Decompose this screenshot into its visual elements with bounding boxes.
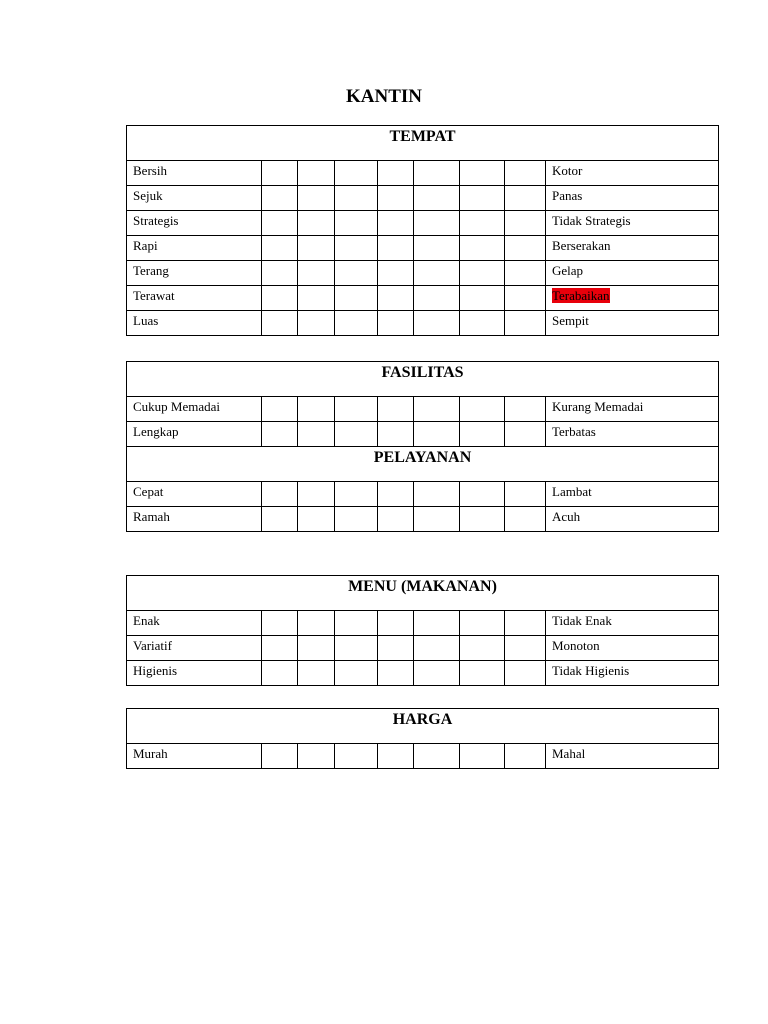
rating-box[interactable] xyxy=(335,236,378,261)
table-row xyxy=(127,636,719,661)
rating-box[interactable] xyxy=(460,161,505,186)
rating-box[interactable] xyxy=(335,311,378,336)
rating-box[interactable] xyxy=(262,286,298,311)
rating-box[interactable] xyxy=(262,261,298,286)
rating-box[interactable] xyxy=(414,286,460,311)
rating-box[interactable] xyxy=(460,397,505,422)
rating-box[interactable] xyxy=(335,661,378,686)
left-label: Ramah xyxy=(127,507,262,532)
rating-box[interactable] xyxy=(378,611,414,636)
section-header-row xyxy=(127,362,719,397)
rating-box[interactable] xyxy=(414,311,460,336)
rating-box[interactable] xyxy=(335,397,378,422)
right-label: Sempit xyxy=(552,313,589,328)
right-label: Berserakan xyxy=(552,238,611,253)
rating-box[interactable] xyxy=(262,611,298,636)
rating-box[interactable] xyxy=(262,186,298,211)
rating-box[interactable] xyxy=(298,636,335,661)
right-label-cell xyxy=(546,482,719,507)
rating-box[interactable] xyxy=(505,311,546,336)
rating-box[interactable] xyxy=(378,211,414,236)
rating-box[interactable] xyxy=(460,636,505,661)
rating-box[interactable] xyxy=(335,161,378,186)
table-row xyxy=(127,161,719,186)
left-label: Strategis xyxy=(127,211,262,236)
rating-box[interactable] xyxy=(298,507,335,532)
section-header-row xyxy=(127,126,719,161)
right-label-cell xyxy=(546,397,719,422)
rating-box[interactable] xyxy=(262,211,298,236)
left-label: Rapi xyxy=(127,236,262,261)
right-label-cell xyxy=(546,186,719,211)
rating-box[interactable] xyxy=(414,744,460,769)
left-label: Luas xyxy=(127,311,262,336)
rating-box[interactable] xyxy=(378,507,414,532)
rating-box[interactable] xyxy=(298,311,335,336)
page-title-text: KANTIN xyxy=(345,86,422,107)
right-label: Gelap xyxy=(552,263,584,278)
right-label: Kurang Memadai xyxy=(552,399,644,414)
rating-box[interactable] xyxy=(335,286,378,311)
rating-box[interactable] xyxy=(335,482,378,507)
rating-box[interactable] xyxy=(335,422,378,447)
rating-box[interactable] xyxy=(414,211,460,236)
table-row xyxy=(127,744,719,769)
rating-box[interactable] xyxy=(262,482,298,507)
section-header-row xyxy=(127,709,719,744)
left-label: Sejuk xyxy=(127,186,262,211)
rating-box[interactable] xyxy=(414,397,460,422)
rating-box[interactable] xyxy=(505,636,546,661)
rating-box[interactable] xyxy=(335,211,378,236)
rating-box[interactable] xyxy=(335,611,378,636)
rating-box[interactable] xyxy=(460,236,505,261)
rating-box[interactable] xyxy=(505,482,546,507)
left-label: Higienis xyxy=(127,661,262,686)
left-label: Enak xyxy=(127,611,262,636)
right-label-cell xyxy=(546,744,719,769)
right-label-cell xyxy=(546,161,719,186)
right-label-cell xyxy=(546,286,719,311)
right-label-cell xyxy=(546,611,719,636)
rating-box[interactable] xyxy=(505,661,546,686)
rating-table xyxy=(126,361,719,532)
rating-box[interactable] xyxy=(335,261,378,286)
right-label: Panas xyxy=(552,188,583,203)
rating-box[interactable] xyxy=(298,611,335,636)
table-row xyxy=(127,611,719,636)
rating-box[interactable] xyxy=(414,611,460,636)
right-label-cell xyxy=(546,211,719,236)
rating-box[interactable] xyxy=(378,311,414,336)
rating-box[interactable] xyxy=(414,422,460,447)
rating-box[interactable] xyxy=(378,236,414,261)
rating-box[interactable] xyxy=(460,261,505,286)
rating-box[interactable] xyxy=(505,397,546,422)
rating-box[interactable] xyxy=(414,507,460,532)
rating-box[interactable] xyxy=(378,661,414,686)
right-label-cell xyxy=(546,236,719,261)
table-row xyxy=(127,397,719,422)
rating-box[interactable] xyxy=(335,186,378,211)
right-label: Terabaikan xyxy=(552,288,610,303)
left-label: Terawat xyxy=(127,286,262,311)
rating-box[interactable] xyxy=(505,236,546,261)
table-row xyxy=(127,482,719,507)
rating-table xyxy=(126,125,719,336)
rating-box[interactable] xyxy=(262,744,298,769)
rating-box[interactable] xyxy=(262,661,298,686)
right-label-cell xyxy=(546,507,719,532)
rating-table xyxy=(126,575,719,686)
rating-box[interactable] xyxy=(505,744,546,769)
table-row xyxy=(127,261,719,286)
right-label-cell xyxy=(546,261,719,286)
rating-box[interactable] xyxy=(298,286,335,311)
right-label: Mahal xyxy=(552,746,586,761)
rating-box[interactable] xyxy=(298,661,335,686)
rating-box[interactable] xyxy=(460,661,505,686)
rating-box[interactable] xyxy=(460,286,505,311)
rating-box[interactable] xyxy=(414,636,460,661)
rating-box[interactable] xyxy=(460,611,505,636)
rating-box[interactable] xyxy=(262,636,298,661)
section-heading: PELAYANAN xyxy=(127,447,719,482)
right-label: Lambat xyxy=(552,484,592,499)
rating-box[interactable] xyxy=(378,161,414,186)
rating-box[interactable] xyxy=(460,507,505,532)
rating-box[interactable] xyxy=(262,397,298,422)
rating-box[interactable] xyxy=(262,161,298,186)
rating-box[interactable] xyxy=(378,744,414,769)
rating-box[interactable] xyxy=(298,186,335,211)
rating-box[interactable] xyxy=(378,261,414,286)
rating-box[interactable] xyxy=(298,397,335,422)
section-heading: FASILITAS xyxy=(127,362,719,397)
rating-box[interactable] xyxy=(414,186,460,211)
rating-box[interactable] xyxy=(414,661,460,686)
rating-box[interactable] xyxy=(505,261,546,286)
rating-box[interactable] xyxy=(298,482,335,507)
rating-box[interactable] xyxy=(378,422,414,447)
rating-box[interactable] xyxy=(335,744,378,769)
rating-box[interactable] xyxy=(262,311,298,336)
rating-box[interactable] xyxy=(460,482,505,507)
rating-box[interactable] xyxy=(505,161,546,186)
left-label: Terang xyxy=(127,261,262,286)
rating-box[interactable] xyxy=(460,744,505,769)
right-label-cell xyxy=(546,311,719,336)
left-label: Murah xyxy=(127,744,262,769)
table-row xyxy=(127,186,719,211)
rating-box[interactable] xyxy=(262,422,298,447)
table-row xyxy=(127,211,719,236)
rating-box[interactable] xyxy=(460,211,505,236)
rating-box[interactable] xyxy=(505,286,546,311)
rating-box[interactable] xyxy=(298,261,335,286)
rating-box[interactable] xyxy=(505,211,546,236)
rating-box[interactable] xyxy=(414,261,460,286)
section-header-row xyxy=(127,447,719,482)
right-label-cell xyxy=(546,661,719,686)
right-label: Tidak Higienis xyxy=(552,663,630,678)
right-label-cell xyxy=(546,422,719,447)
right-label: Acuh xyxy=(552,509,581,524)
left-label: Bersih xyxy=(127,161,262,186)
left-label: Lengkap xyxy=(127,422,262,447)
rating-box[interactable] xyxy=(505,611,546,636)
rating-box[interactable] xyxy=(414,161,460,186)
section-heading: MENU (MAKANAN) xyxy=(127,576,719,611)
rating-box[interactable] xyxy=(335,636,378,661)
rating-box[interactable] xyxy=(298,236,335,261)
table-row xyxy=(127,236,719,261)
table-row xyxy=(127,311,719,336)
rating-box[interactable] xyxy=(298,744,335,769)
rating-box[interactable] xyxy=(298,161,335,186)
right-label-cell xyxy=(546,636,719,661)
right-label: Tidak Enak xyxy=(552,613,612,628)
page-title xyxy=(0,86,768,108)
right-label: Terbatas xyxy=(552,424,596,439)
table-row xyxy=(127,507,719,532)
rating-table xyxy=(126,708,719,769)
rating-box[interactable] xyxy=(505,507,546,532)
right-label: Tidak Strategis xyxy=(552,213,631,228)
right-label: Monoton xyxy=(552,638,600,653)
rating-box[interactable] xyxy=(378,186,414,211)
rating-box[interactable] xyxy=(298,211,335,236)
rating-box[interactable] xyxy=(414,236,460,261)
right-label: Kotor xyxy=(552,163,583,178)
rating-box[interactable] xyxy=(378,286,414,311)
left-label: Cepat xyxy=(127,482,262,507)
rating-box[interactable] xyxy=(335,507,378,532)
section-header-row xyxy=(127,576,719,611)
rating-box[interactable] xyxy=(460,422,505,447)
table-row xyxy=(127,422,719,447)
rating-box[interactable] xyxy=(378,636,414,661)
rating-box[interactable] xyxy=(378,482,414,507)
section-heading: HARGA xyxy=(127,709,719,744)
rating-box[interactable] xyxy=(460,311,505,336)
rating-box[interactable] xyxy=(262,507,298,532)
rating-box[interactable] xyxy=(460,186,505,211)
left-label: Variatif xyxy=(127,636,262,661)
table-row xyxy=(127,286,719,311)
section-heading: TEMPAT xyxy=(127,126,719,161)
left-label: Cukup Memadai xyxy=(127,397,262,422)
rating-box[interactable] xyxy=(414,482,460,507)
rating-box[interactable] xyxy=(262,236,298,261)
rating-box[interactable] xyxy=(378,397,414,422)
rating-box[interactable] xyxy=(505,186,546,211)
table-row xyxy=(127,661,719,686)
rating-box[interactable] xyxy=(505,422,546,447)
rating-box[interactable] xyxy=(298,422,335,447)
